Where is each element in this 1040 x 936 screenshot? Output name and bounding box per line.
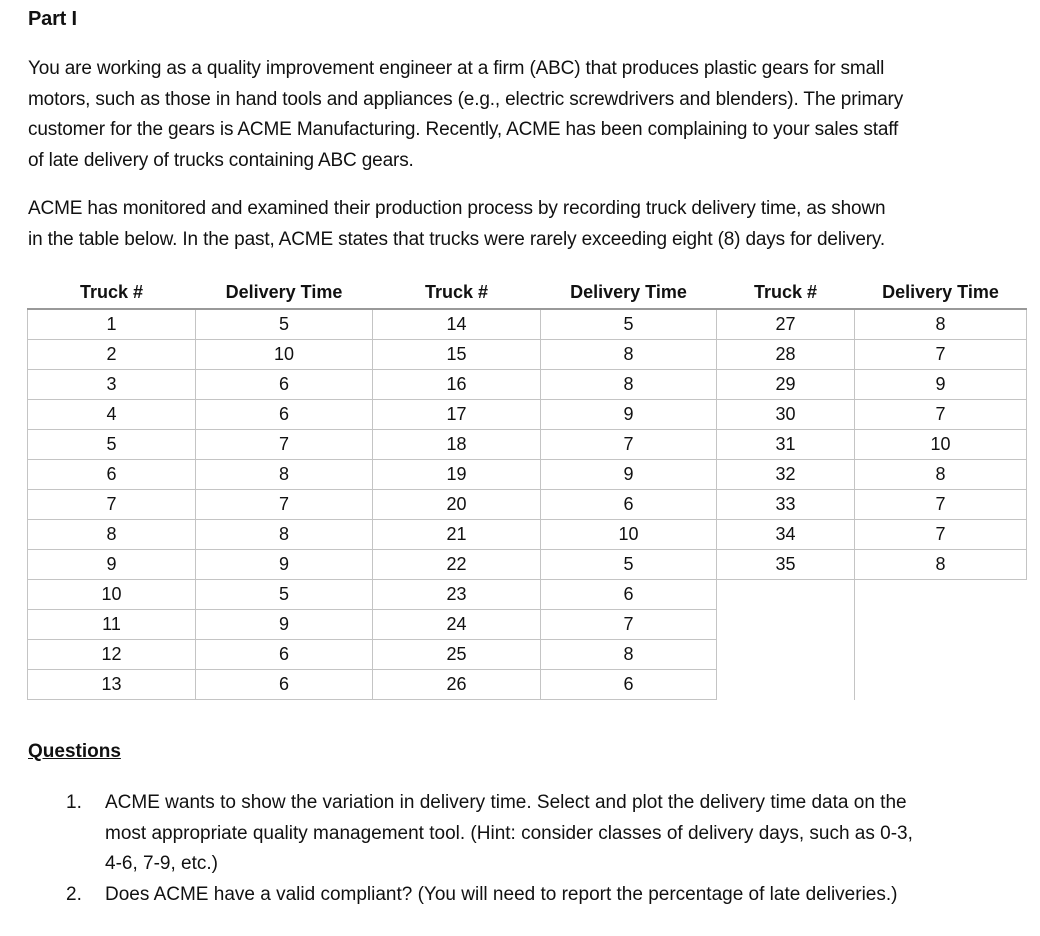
truck-number-cell: 27 [717,309,855,340]
truck-number-cell: 33 [717,490,855,520]
delivery-time-cell: 5 [541,309,717,340]
delivery-time-cell: 10 [541,520,717,550]
delivery-time-table [27,275,1027,700]
truck-number-cell: 19 [373,460,541,490]
intro-paragraph [28,54,1028,176]
truck-number-cell: 25 [373,640,541,670]
truck-number-cell: 31 [717,430,855,460]
truck-number-cell: 2 [28,340,196,370]
empty-cell [855,610,1027,640]
truck-number-cell: 35 [717,550,855,580]
truck-number-cell: 11 [28,610,196,640]
intro-line: customer for the gears is ACME Manufacturing. Recently, ACME has been complaining to your sales staff [28,119,899,140]
delivery-time-cell: 6 [541,490,717,520]
empty-cell [855,580,1027,610]
question-line: 4-6, 7-9, etc.) [105,853,218,874]
delivery-time-cell: 7 [855,340,1027,370]
truck-number-cell: 7 [28,490,196,520]
delivery-time-cell: 6 [541,670,717,700]
table-row [28,370,1027,400]
question-line: most appropriate quality management tool. (Hint: consider classes of delivery days, such as 0-3, [105,822,913,844]
table-row [28,309,1027,340]
truck-number-cell: 6 [28,460,196,490]
delivery-time-cell: 7 [541,430,717,460]
empty-cell [717,640,855,670]
delivery-time-cell: 9 [196,550,373,580]
table-row [28,550,1027,580]
header-delivery-time: Delivery Time [196,276,373,310]
truck-number-cell: 15 [373,340,541,370]
delivery-time-cell: 7 [196,490,373,520]
delivery-time-cell: 7 [855,400,1027,430]
truck-number-cell: 8 [28,520,196,550]
delivery-time-cell: 7 [855,490,1027,520]
truck-number-cell: 16 [373,370,541,400]
truck-number-cell: 4 [28,400,196,430]
delivery-time-cell: 8 [541,340,717,370]
delivery-time-cell: 6 [541,580,717,610]
table-row [28,460,1027,490]
table-row [28,490,1027,520]
truck-number-cell: 18 [373,430,541,460]
truck-number-cell: 3 [28,370,196,400]
delivery-time-cell: 7 [855,520,1027,550]
table-row [28,580,1027,610]
empty-cell [717,580,855,610]
delivery-time-cell: 6 [196,370,373,400]
truck-number-cell: 26 [373,670,541,700]
delivery-time-cell: 8 [541,370,717,400]
question-item [28,880,1028,911]
table-row [28,430,1027,460]
truck-number-cell: 23 [373,580,541,610]
delivery-time-cell: 5 [196,580,373,610]
intro-line: You are working as a quality improvement engineer at a firm (ABC) that produces plastic gears for small [28,58,885,79]
delivery-time-cell: 6 [196,670,373,700]
intro-line: of late delivery of trucks containing ABC gears. [28,149,414,171]
truck-number-cell: 20 [373,490,541,520]
delivery-time-cell: 10 [855,430,1027,460]
empty-cell [717,610,855,640]
table-row [28,520,1027,550]
delivery-time-cell: 9 [855,370,1027,400]
delivery-time-cell: 6 [196,400,373,430]
delivery-time-cell: 9 [541,400,717,430]
empty-cell [717,670,855,700]
delivery-time-cell: 8 [855,460,1027,490]
table-header-row [28,276,1027,310]
table-row [28,340,1027,370]
header-delivery-time: Delivery Time [541,276,717,310]
truck-number-cell: 32 [717,460,855,490]
delivery-time-cell: 8 [196,520,373,550]
delivery-time-cell: 6 [196,640,373,670]
truck-number-cell: 21 [373,520,541,550]
truck-number-cell: 29 [717,370,855,400]
header-delivery-time: Delivery Time [855,276,1027,310]
empty-cell [855,640,1027,670]
delivery-time-cell: 5 [541,550,717,580]
delivery-time-cell: 5 [196,309,373,340]
truck-number-cell: 28 [717,340,855,370]
question-item [28,788,1028,880]
truck-number-cell: 17 [373,400,541,430]
table-row [28,610,1027,640]
truck-number-cell: 22 [373,550,541,580]
table-row [28,640,1027,670]
header-truck-number: Truck # [28,276,196,310]
delivery-time-cell: 9 [541,460,717,490]
monitoring-line: ACME has monitored and examined their production process by recording truck delivery time, as shown [28,198,886,219]
question-line: ACME wants to show the variation in delivery time. Select and plot the delivery time data on the [105,792,907,813]
truck-number-cell: 24 [373,610,541,640]
delivery-time-cell: 9 [196,610,373,640]
question-line: Does ACME have a valid compliant? (You will need to report the percentage of late deliveries.) [105,883,898,905]
truck-number-cell: 14 [373,309,541,340]
table-row [28,400,1027,430]
delivery-time-cell: 7 [541,610,717,640]
questions-heading: Questions [28,741,121,762]
empty-cell [855,670,1027,700]
truck-number-cell: 13 [28,670,196,700]
delivery-time-cell: 10 [196,340,373,370]
monitoring-paragraph [28,194,1028,255]
truck-number-cell: 34 [717,520,855,550]
truck-number-cell: 10 [28,580,196,610]
truck-number-cell: 12 [28,640,196,670]
delivery-time-cell: 8 [541,640,717,670]
table-row [28,670,1027,700]
questions-list [28,788,1028,910]
question-number: 2. [66,883,82,905]
header-truck-number: Truck # [717,276,855,310]
header-truck-number: Truck # [373,276,541,310]
delivery-time-cell: 7 [196,430,373,460]
truck-number-cell: 30 [717,400,855,430]
delivery-time-cell: 8 [196,460,373,490]
table-body [28,309,1027,700]
delivery-time-cell: 8 [855,309,1027,340]
truck-number-cell: 9 [28,550,196,580]
intro-line: motors, such as those in hand tools and appliances (e.g., electric screwdrivers and blenders). The primary [28,88,904,110]
truck-number-cell: 5 [28,430,196,460]
delivery-time-cell: 8 [855,550,1027,580]
part-title: Part I [28,8,77,30]
monitoring-line: in the table below. In the past, ACME states that trucks were rarely exceeding eight (8) days for delivery. [28,228,885,250]
truck-number-cell: 1 [28,309,196,340]
question-number: 1. [66,792,82,813]
